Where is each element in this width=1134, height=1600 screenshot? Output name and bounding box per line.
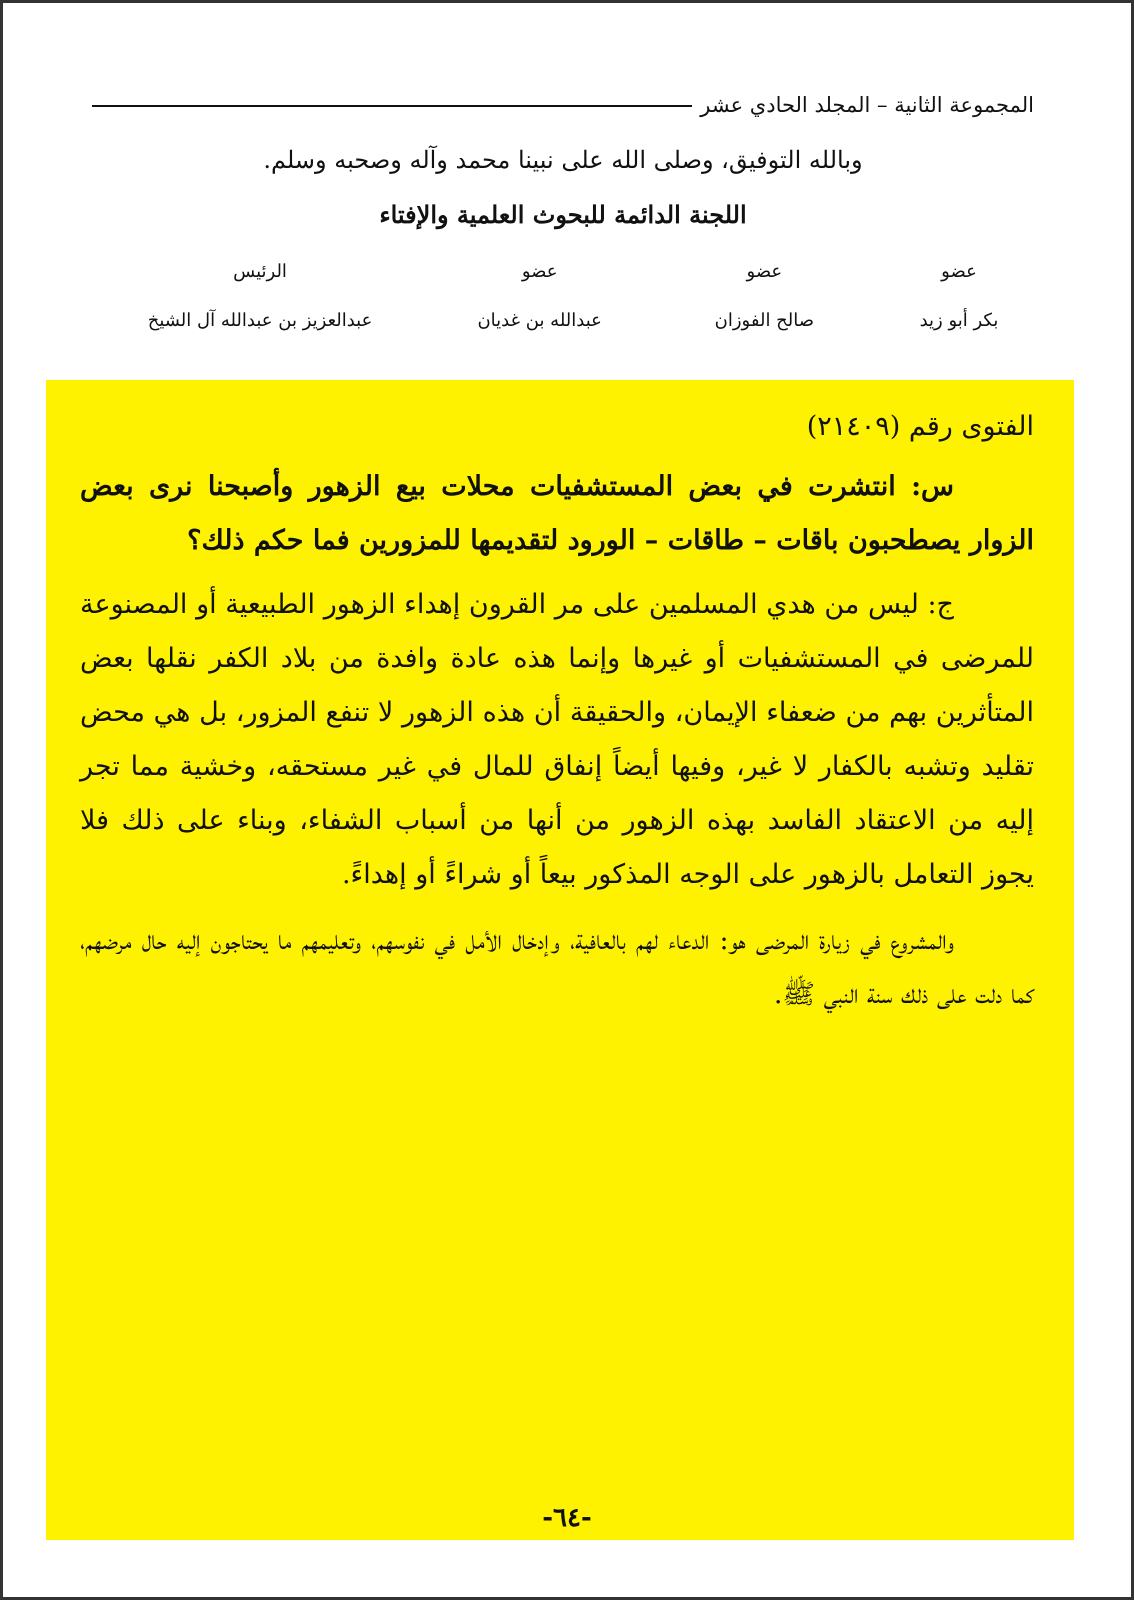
fatwa-answer: ج: ليس من هدي المسلمين على مر القرون إهداء الزهور الطبيعية أو المصنوعة للمرضى في المستشفيات أو غيرها وإنما هذه عادة وافدة من بلاد الكفر نقلها بعض المتأثرين بهم من ضعفاء الإيمان، والحقيقة أن هذه الزهور لا تنفع المزور، بل هي محض تقليد وتشبه بالكفار لا غير، وفيها أيضاً إنفاق للمال في غير مستحقه، وخشية مما تجر إليه من الاعتقاد الفاسد بهذه الزهور من أنها من أسباب الشفاء، وبناء على ذلك فلا يجوز التعامل بالزهور على الوجه المذكور بيعاً أو شراءً أو إهداءً.: [80, 589, 1034, 890]
running-header: [92, 88, 1034, 122]
fatwa-body: [80, 400, 1034, 1022]
page-number: -٦٤-: [542, 1503, 592, 1533]
previous-fatwa-closing: وبالله التوفيق، وصلى الله على نبينا محمد وآله وصحبه وسلم.: [263, 146, 863, 174]
signatory-role: عضو: [746, 261, 783, 282]
signatory-role: عضو: [941, 261, 977, 282]
signatory-name: عبدالعزيز بن عبدالله آل الشيخ: [147, 310, 373, 331]
signatory-role: عضو: [521, 261, 558, 282]
signatory-roles: [120, 261, 1034, 282]
committee-name: اللجنة الدائمة للبحوث العلمية والإفتاء: [379, 200, 747, 229]
signatory-names: [120, 310, 1034, 331]
header-rule: [92, 105, 692, 107]
signatory-name: عبدالله بن غديان: [477, 310, 602, 331]
fatwa-closing-paragraph: والمشروع في زيارة المرضى هو: الدعاء لهم بالعافية، وإدخال الأمل في نفوسهم، وتعليمهم ما يحتاجون إليه حال مرضهم، كما دلت على ذلك سنة النبي ﷺ.: [80, 925, 1034, 1010]
running-title: المجموعة الثانية – المجلد الحادي عشر: [700, 93, 1034, 117]
fatwa-number: الفتوى رقم (٢١٤٠٩): [806, 411, 1034, 442]
signatory-name: صالح الفوزان: [714, 310, 815, 331]
signatory-name: بكر أبو زيد: [919, 310, 999, 331]
signatory-role: الرئيس: [233, 261, 287, 282]
fatwa-question: س: انتشرت في بعض المستشفيات محلات بيع الزهور وأصبحنا نرى بعض الزوار يصطحبون باقات – طاقات – الورود لتقديمها للمزورين فما حكم ذلك؟: [80, 471, 1034, 556]
